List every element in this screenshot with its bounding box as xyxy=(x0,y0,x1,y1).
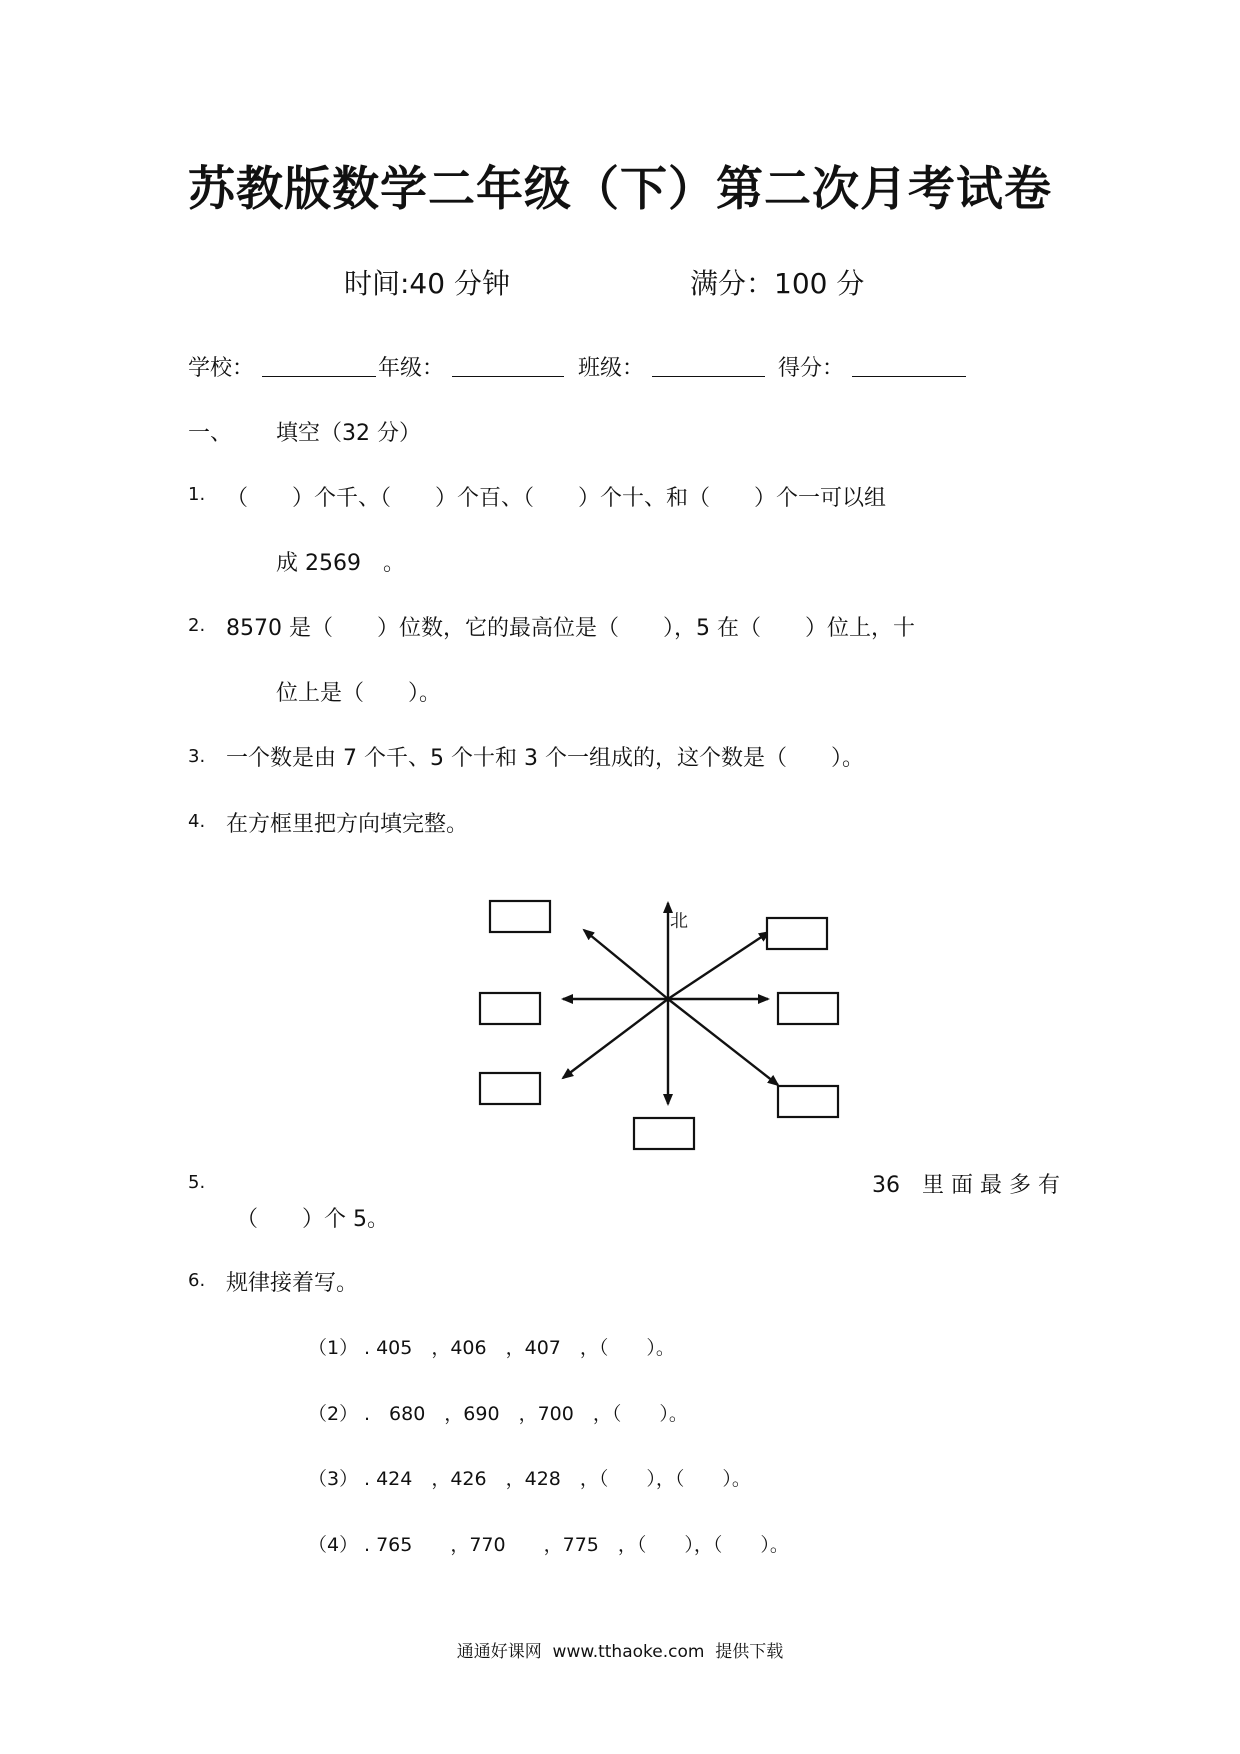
sequence-label: （3） xyxy=(308,1468,359,1490)
sequence-text: . 424 ，426 ，428 ，（ ），（ ）。 xyxy=(364,1468,751,1490)
question-text: 36 里 面 最 多 有 xyxy=(872,1173,1060,1198)
sequence-text: . 680 ，690 ，700 ，（ ）。 xyxy=(364,1403,688,1425)
full-score: 满分：100 分 xyxy=(690,267,865,300)
question-text-cont: 位上是（ ）。 xyxy=(276,681,442,706)
arrow-southeast xyxy=(668,999,778,1085)
exam-title: 苏教版数学二年级（下）第二次月考试卷 xyxy=(188,162,1052,217)
direction-box-southeast xyxy=(778,1086,838,1117)
direction-box-south xyxy=(634,1118,694,1149)
question-text: 在方框里把方向填完整。 xyxy=(226,812,469,837)
question-number: 3. xyxy=(188,746,206,767)
question-text-cont: 成 2569 。 xyxy=(276,551,405,576)
direction-box-west xyxy=(480,993,540,1024)
question-number: 1. xyxy=(188,484,206,505)
question-number: 6. xyxy=(188,1270,206,1291)
question-text: （ ）个千、（ ）个百、（ ）个十、和（ ）个一可以组 xyxy=(226,486,887,511)
sequence-label: （1） xyxy=(308,1337,359,1359)
question-number: 2. xyxy=(188,615,206,636)
sequence-label: （4） xyxy=(308,1534,359,1556)
grade-label: 年级： xyxy=(378,356,445,381)
score-label: 得分： xyxy=(778,356,845,381)
direction-box-east xyxy=(778,993,838,1024)
arrow-northwest xyxy=(584,930,668,999)
school-label: 学校： xyxy=(188,356,255,381)
section-title: 填空（32 分） xyxy=(276,421,421,446)
question-text: 一个数是由 7 个千、5 个十和 3 个一组成的，这个数是（ ）。 xyxy=(226,746,864,771)
section-number: 一、 xyxy=(188,421,233,446)
question-number: 4. xyxy=(188,811,206,832)
direction-box-northwest xyxy=(490,901,550,932)
class-label: 班级： xyxy=(578,356,645,381)
sequence-text: . 765 ，770 ，775 ，（ ），（ ）。 xyxy=(364,1534,789,1556)
question-text: 规律接着写。 xyxy=(226,1271,359,1296)
exam-time: 时间:40 分钟 xyxy=(344,267,510,300)
sequence-text: . 405 ，406 ，407 ，（ ）。 xyxy=(364,1337,675,1359)
question-text-cont: （ ）个 5。 xyxy=(236,1207,389,1232)
north-label: 北 xyxy=(670,911,688,932)
sequence-label: （2） xyxy=(308,1403,359,1425)
footer-credit: 通通好课网 www.tthaoke.com 提供下载 xyxy=(456,1642,784,1662)
question-number: 5. xyxy=(188,1172,206,1193)
direction-box-southwest xyxy=(480,1073,540,1104)
arrow-southwest xyxy=(563,999,668,1078)
arrow-northeast xyxy=(668,932,769,999)
direction-box-northeast xyxy=(767,918,827,949)
question-text: 8570 是（ ）位数，它的最高位是（ ），5 在（ ）位上，十 xyxy=(226,616,915,641)
